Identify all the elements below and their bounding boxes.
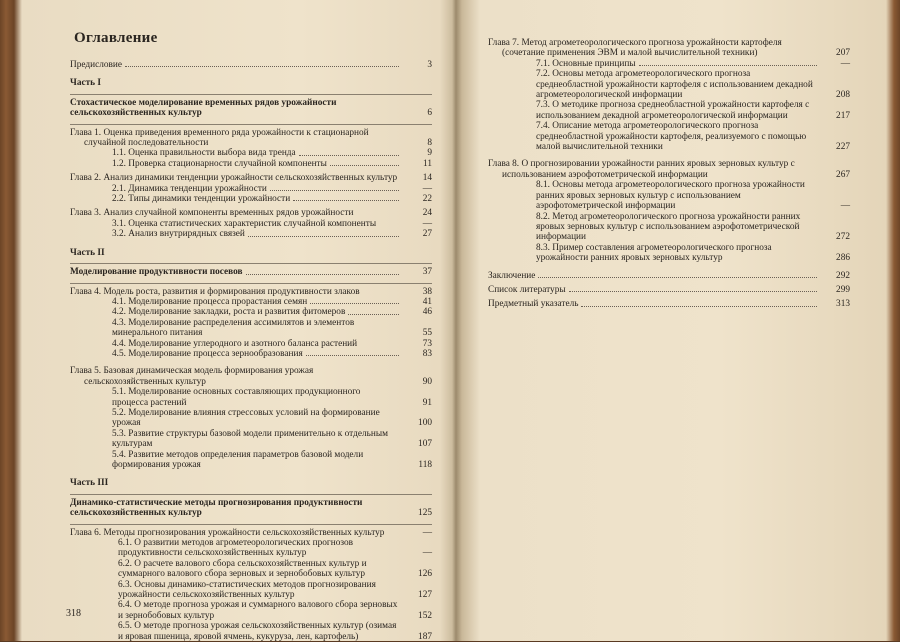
toc-entry-section (70, 318, 432, 339)
toc-entry-section (70, 580, 432, 601)
toc-entry-section (70, 184, 432, 194)
toc-page-number: 100 (418, 418, 432, 429)
toc-entry-text: Глава 7. Метод агрометеорологического прогноза урожайности картофеля (сочетание применения ЭВМ и малой вычислительной техники) (488, 38, 782, 59)
toc-page-number: 207 (836, 48, 850, 59)
toc-entry-text: Глава 2. Анализ динамики тенденции урожайности сельскохозяйственных культур (70, 173, 398, 184)
toc-entry-section (70, 159, 432, 169)
toc-entry-preface (70, 60, 432, 70)
toc-entry-text: Глава 4. Модель роста, развития и формирования продуктивности злаков (70, 286, 360, 297)
toc-entry-section (70, 148, 432, 158)
toc-page-number: 24 (422, 208, 432, 219)
toc-page-number: — (840, 58, 850, 69)
toc-page-number: 8 (427, 138, 432, 149)
toc-entry-text: 1.1. Оценка правильности выбора вида тренда (112, 148, 296, 159)
toc-entry-text: Заключение (488, 270, 536, 281)
toc-entry-section (70, 219, 432, 229)
page-number-left: 318 (66, 608, 81, 619)
toc-page-number: 127 (418, 590, 432, 601)
toc-entry-chapter (70, 366, 432, 387)
toc-page-number: 6 (427, 108, 432, 119)
toc-page-number: 118 (418, 460, 432, 470)
toc-entry-section (70, 538, 432, 559)
toc-page-number: 187 (418, 631, 432, 642)
toc-right (488, 38, 850, 310)
toc-entry-section (70, 339, 432, 349)
part-label: Часть II (70, 247, 105, 258)
toc-entry-text: 5.1. Моделирование основных составляющих продукционного процесса растений (112, 387, 361, 408)
toc-page-number: 217 (836, 110, 850, 121)
left-page (22, 0, 442, 641)
toc-entry-text: 8.2. Метод агрометеорологического прогноза урожайности ранних яровых зерновых культур с использованием аэрофотометрической информации (536, 211, 801, 243)
toc-entry-section (70, 559, 432, 580)
toc-entry-text: 7.2. Основы метода агрометеорологического прогноза среднеобластной урожайности картофеля с использованием декадной агрометеорологической информации (536, 69, 813, 101)
toc-page-number: 27 (422, 229, 432, 240)
toc-entry-text: 3.2. Анализ внутрирядных связей (112, 229, 245, 240)
toc-entry-section (70, 387, 432, 408)
toc-entry-conclusion (488, 271, 850, 281)
toc-page-number: 125 (418, 508, 432, 519)
toc-entry-section (488, 212, 850, 243)
toc-entry-section (70, 408, 432, 429)
toc-entry-section (488, 59, 850, 69)
toc-page-number: 83 (422, 348, 432, 359)
toc-entry-section (488, 69, 850, 100)
toc-entry-text: 8.1. Основы метода агрометеорологического прогноза урожайности ранних яровых зерновых культур с использованием аэрофотометрической информации (536, 180, 805, 212)
part-label: Часть I (70, 78, 102, 89)
toc-entry-index (488, 299, 850, 309)
toc-page-number: 73 (422, 338, 432, 349)
toc-page-number: — (422, 218, 432, 229)
part-title (70, 267, 432, 277)
part-title (70, 98, 432, 119)
part-title (70, 498, 432, 519)
toc-entry-section (70, 621, 432, 642)
toc-entry-text: 6.1. О развитии методов агрометеорологических прогнозов продуктивности сельскохозяйственных культур (118, 538, 354, 559)
toc-page-number: — (422, 548, 432, 559)
toc-entry-text: 6.3. Основы динамико-статистических методов прогнозирования урожайности сельскохозяйственных культур (118, 579, 376, 601)
toc-entry-section (70, 600, 432, 621)
toc-page-number: 91 (422, 397, 432, 408)
toc-entry-text: 2.2. Типы динамики тенденции урожайности (112, 194, 291, 205)
toc-page-number: — (840, 201, 850, 212)
toc-entry-text: 6.2. О расчете валового сбора сельскохозяйственных культур и суммарного валового сбора зерновых и зернобобовых культур (118, 558, 367, 580)
toc-page-number: — (422, 183, 432, 194)
toc-entry-section (70, 429, 432, 450)
toc-entry-text: 4.2. Моделирование закладки, роста и развития фитомеров (112, 307, 346, 318)
toc-entry-section (70, 450, 432, 471)
toc-entry-chapter (70, 128, 432, 149)
toc-entry-section (488, 100, 850, 121)
part-label: Часть III (70, 478, 109, 489)
toc-entry-text: Глава 5. Базовая динамическая модель формирования урожая сельскохозяйственных культур (70, 366, 314, 387)
toc-entry-text: 1.2. Проверка стационарности случайной компоненты (112, 158, 327, 169)
toc-entry-text: Предметный указатель (488, 299, 579, 310)
toc-entry-chapter (488, 159, 850, 180)
toc-entry-chapter (70, 287, 432, 297)
toc-entry-section (488, 180, 850, 211)
toc-entry-text: 4.4. Моделирование углеродного и азотного баланса растений (112, 338, 358, 349)
toc-entry-section (70, 349, 432, 359)
toc-page-number: 9 (427, 148, 432, 159)
toc-page-number: 55 (422, 328, 432, 339)
right-page (470, 0, 880, 641)
toc-entry-chapter (70, 208, 432, 218)
toc-entry-text: 5.4. Развитие методов определения параметров базовой модели формирования урожая (112, 449, 364, 470)
toc-page-number: 3 (427, 60, 432, 70)
toc-page-number: 107 (418, 439, 432, 450)
toc-entry-text: 5.2. Моделирование влияния стрессовых условий на формирование урожая (112, 407, 380, 429)
toc-page-number: 313 (836, 299, 850, 310)
toc-entry-text: 2.1. Динамика тенденции урожайности (112, 183, 267, 194)
toc-page-number: 90 (422, 376, 432, 387)
toc-entry-section (70, 297, 432, 307)
toc-entry-section (70, 229, 432, 239)
toc-page-number: 286 (836, 253, 850, 264)
toc-page-number: 38 (422, 286, 432, 297)
toc-entry-text: Глава 6. Методы прогнозирования урожайности сельскохозяйственных культур (70, 527, 385, 538)
toc-entry-section (488, 243, 850, 264)
toc-page-number: 14 (422, 173, 432, 184)
part-title-text: Стохастическое моделирование временных рядов урожайности сельскохозяйственных культур (70, 97, 337, 119)
toc-entry-text: 4.1. Моделирование процесса прорастания семян (112, 296, 308, 307)
toc-entry-text: Предисловие (70, 60, 122, 70)
toc-entry-section (70, 194, 432, 204)
toc-entry-text: 7.3. О методике прогноза среднеобластной урожайности картофеля с использованием декадной агрометеорологической информации (536, 100, 810, 121)
toc-entry-text: 5.3. Развитие структуры базовой модели применительно к отдельным культурам (112, 428, 388, 450)
toc-page-number: 267 (836, 169, 850, 180)
toc-page-number: 227 (836, 142, 850, 153)
toc-page-number: 299 (836, 284, 850, 295)
toc-page-number: 11 (423, 158, 432, 169)
toc-entry-text: Глава 3. Анализ случайной компоненты временных рядов урожайности (70, 208, 354, 219)
toc-entry-text: 6.5. О методе прогноза урожая сельскохозяйственных культур (озимая и яровая пшеница, яровой ячмень, кукуруза, лен, картофель) (118, 621, 397, 642)
toc-entry-text: 7.1. Основные принципы (536, 58, 636, 69)
toc-entry-chapter (70, 528, 432, 538)
toc-page-number: 126 (418, 569, 432, 580)
toc-page-number: 41 (422, 296, 432, 307)
toc-entry-text: 3.1. Оценка статистических характеристик случайной компоненты (112, 218, 377, 229)
toc-entry-chapter (488, 38, 850, 59)
toc-entry-section (70, 307, 432, 317)
toc-entry-text: 4.5. Моделирование процесса зернообразования (112, 348, 303, 359)
toc-entry-text: Глава 8. О прогнозировании урожайности ранних яровых зерновых культур с использованием аэрофотометрической информации (488, 159, 795, 180)
toc-page-number: 22 (422, 194, 432, 205)
toc-page-number: 272 (836, 232, 850, 243)
toc-page-number: 46 (422, 307, 432, 318)
toc-entry-references (488, 285, 850, 295)
toc-left (70, 60, 432, 642)
toc-page-number: 292 (836, 270, 850, 281)
toc-entry-text: 4.3. Моделирование распределения ассимилятов и элементов минерального питания (112, 317, 355, 339)
part-title-text: Динамико-статистические методы прогнозирования продуктивности сельскохозяйственных культур (70, 497, 363, 519)
toc-entry-text: 7.4. Описание метода агрометеорологического прогноза среднеобластной урожайности картофеля, реализуемого с помощью малой вычислительной техники (536, 121, 807, 153)
toc-page-number: 208 (836, 90, 850, 101)
toc-entry-section (488, 121, 850, 152)
toc-entry-text: 6.4. О методе прогноза урожая и суммарного валового сбора зерновых и зернобобовых культур (118, 600, 398, 621)
toc-entry-chapter (70, 173, 432, 183)
toc-page-number: — (422, 527, 432, 538)
toc-entry-text: Глава 1. Оценка приведения временного ряда урожайности к стационарной случайной последовательности (70, 127, 369, 149)
toc-page-number: 37 (422, 267, 432, 278)
toc-entry-text: Список литературы (488, 284, 566, 295)
part-title-text: Моделирование продуктивности посевов (70, 267, 243, 278)
toc-entry-text: 8.3. Пример составления агрометеорологического прогноза урожайности ранних яровых зерновых культур (536, 242, 772, 264)
page-title: Оглавление (74, 30, 158, 46)
toc-page-number: 152 (418, 610, 432, 621)
